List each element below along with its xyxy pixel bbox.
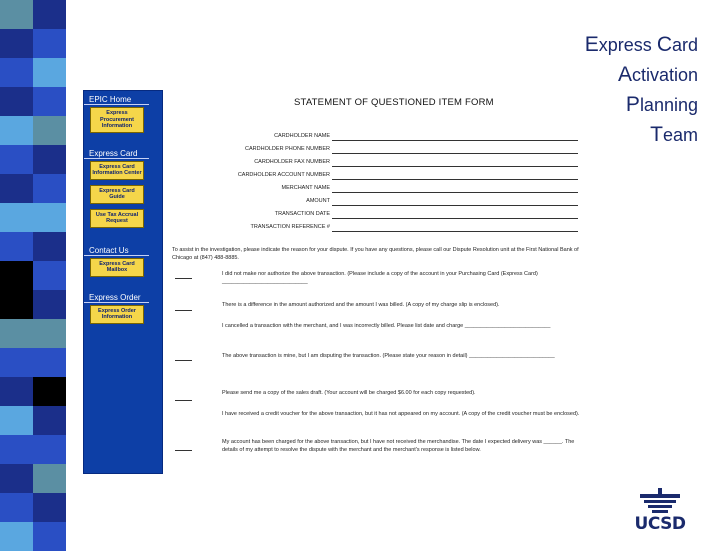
form-field-row <box>170 171 590 181</box>
title-rest: xpress <box>598 35 657 55</box>
field-label: CARDHOLDER ACCOUNT NUMBER <box>237 172 330 178</box>
strip-block <box>33 87 66 116</box>
strip-block <box>33 116 66 145</box>
field-input-line[interactable] <box>332 153 578 154</box>
title-initial: A <box>617 63 632 86</box>
field-label: AMOUNT <box>306 198 330 204</box>
nav-heading-contact-us[interactable]: Contact Us <box>84 246 149 256</box>
title-rest: lanning <box>639 95 698 115</box>
nav-heading-epic-home[interactable]: EPIC Home <box>84 95 149 105</box>
strip-block <box>33 203 66 232</box>
strip-block <box>0 58 33 87</box>
field-input-line[interactable] <box>332 231 578 232</box>
strip-block <box>0 464 33 493</box>
dispute-option: The above transaction is mine, but I am disputing the transaction. (Please state your reason in detail) ____________________________ <box>222 353 555 359</box>
nav-button-express-order-info[interactable]: Express Order Information <box>90 305 144 324</box>
field-input-line[interactable] <box>332 179 578 180</box>
title-rest: eam <box>662 125 698 145</box>
strip-block <box>33 290 66 319</box>
title-initial: E <box>584 33 599 56</box>
nav-button-express-card-info-center[interactable]: Express Card Information Center <box>90 161 144 180</box>
strip-block <box>0 319 33 348</box>
strip-block <box>33 319 66 348</box>
dispute-option: Please send me a copy of the sales draft. (Your account will be charged $6.00 for each copy requested). <box>222 390 476 396</box>
strip-block <box>33 522 66 551</box>
title-line-1 <box>585 30 698 60</box>
strip-block <box>0 174 33 203</box>
field-label: MERCHANT NAME <box>281 185 330 191</box>
field-input-line[interactable] <box>332 218 578 219</box>
strip-block <box>33 261 66 290</box>
form-field-row <box>170 184 590 194</box>
field-input-line[interactable] <box>332 192 578 193</box>
strip-block <box>33 464 66 493</box>
title-initial: C <box>656 33 672 56</box>
strip-block <box>0 29 33 58</box>
strip-block <box>0 377 33 406</box>
form-field-row <box>170 223 590 233</box>
option-checkbox-blank[interactable] <box>175 278 192 279</box>
strip-block <box>0 348 33 377</box>
strip-block <box>0 522 33 551</box>
slide-title <box>585 30 698 150</box>
nav-button-express-card-guide[interactable]: Express Card Guide <box>90 185 144 204</box>
strip-block <box>0 87 33 116</box>
dispute-option: I did not make nor authorize the above transaction. (Please include a copy of the account in your Purchasing Card (Express Card) ____________________________ <box>222 271 538 285</box>
strip-block <box>33 174 66 203</box>
strip-block <box>0 145 33 174</box>
title-line-3 <box>585 90 698 120</box>
form-title: STATEMENT OF QUESTIONED ITEM FORM <box>294 97 494 108</box>
nav-button-express-procurement-info[interactable]: Express Procurement Information <box>90 107 144 133</box>
field-input-line[interactable] <box>332 205 578 206</box>
strip-block <box>33 406 66 435</box>
strip-block <box>0 203 33 232</box>
strip-block <box>33 145 66 174</box>
title-rest: ard <box>671 35 698 55</box>
strip-block <box>33 493 66 522</box>
option-checkbox-blank[interactable] <box>175 360 192 361</box>
strip-block <box>0 261 33 290</box>
field-label: CARDHOLDER FAX NUMBER <box>254 159 330 165</box>
field-label: TRANSACTION DATE <box>274 211 330 217</box>
strip-block <box>33 58 66 87</box>
field-label: CARDHOLDER PHONE NUMBER <box>245 146 330 152</box>
strip-block <box>33 435 66 464</box>
dispute-option: I cancelled a transaction with the merchant, and I was incorrectly billed. Please list date and charge ____________________________ <box>222 323 551 329</box>
strip-block <box>33 29 66 58</box>
logo-text: UCSD <box>634 514 686 534</box>
field-label: CARDHOLDER NAME <box>274 133 330 139</box>
strip-block <box>0 406 33 435</box>
form-field-row <box>170 145 590 155</box>
field-input-line[interactable] <box>332 166 578 167</box>
form-field-row <box>170 158 590 168</box>
title-line-2 <box>585 60 698 90</box>
option-checkbox-blank[interactable] <box>175 400 192 401</box>
option-checkbox-blank[interactable] <box>175 310 192 311</box>
strip-block <box>0 290 33 319</box>
nav-button-use-tax-accrual-request[interactable]: Use Tax Accrual Request <box>90 209 144 228</box>
form-field-row <box>170 210 590 220</box>
option-checkbox-blank[interactable] <box>175 450 192 451</box>
dispute-option: There is a difference in the amount authorized and the amount I was billed. (A copy of my charge slip is enclosed). <box>222 302 500 308</box>
title-initial: T <box>650 123 663 146</box>
ucsd-logo <box>628 488 692 534</box>
title-rest: ctivation <box>631 65 698 85</box>
field-label: TRANSACTION REFERENCE # <box>250 224 330 230</box>
field-input-line[interactable] <box>332 140 578 141</box>
nav-button-express-card-mailbox[interactable]: Express Card Mailbox <box>90 258 144 277</box>
dispute-option: My account has been charged for the above transaction, but I have not received the merchandise. The date I expected delivery was ______. The details of my attempt to resolve the dispute with the merchant and the merchant's response is listed below. <box>222 439 575 453</box>
strip-block <box>0 493 33 522</box>
strip-block <box>33 0 66 29</box>
strip-block <box>0 435 33 464</box>
strip-block <box>0 116 33 145</box>
nav-heading-express-card[interactable]: Express Card <box>84 149 149 159</box>
decorative-strip <box>0 0 66 540</box>
strip-block <box>33 232 66 261</box>
dispute-option: I have received a credit voucher for the above transaction, but it has not appeared on my account. (A copy of the credit voucher must be enclosed). <box>222 411 580 417</box>
strip-block <box>0 232 33 261</box>
strip-block <box>33 377 66 406</box>
title-line-4 <box>585 120 698 150</box>
strip-block <box>33 348 66 377</box>
left-nav-panel <box>83 90 163 474</box>
questioned-item-form <box>170 90 590 480</box>
strip-block <box>0 0 33 29</box>
title-initial: P <box>625 93 640 116</box>
form-intro-text: To assist in the investigation, please indicate the reason for your dispute. If you have any questions, please call our Dispute Resolution unit at the First National Bank of Chicago at (847) 488-8885. <box>172 247 579 261</box>
form-field-row <box>170 197 590 207</box>
nav-heading-express-order[interactable]: Express Order <box>84 293 149 303</box>
form-field-row <box>170 132 590 142</box>
